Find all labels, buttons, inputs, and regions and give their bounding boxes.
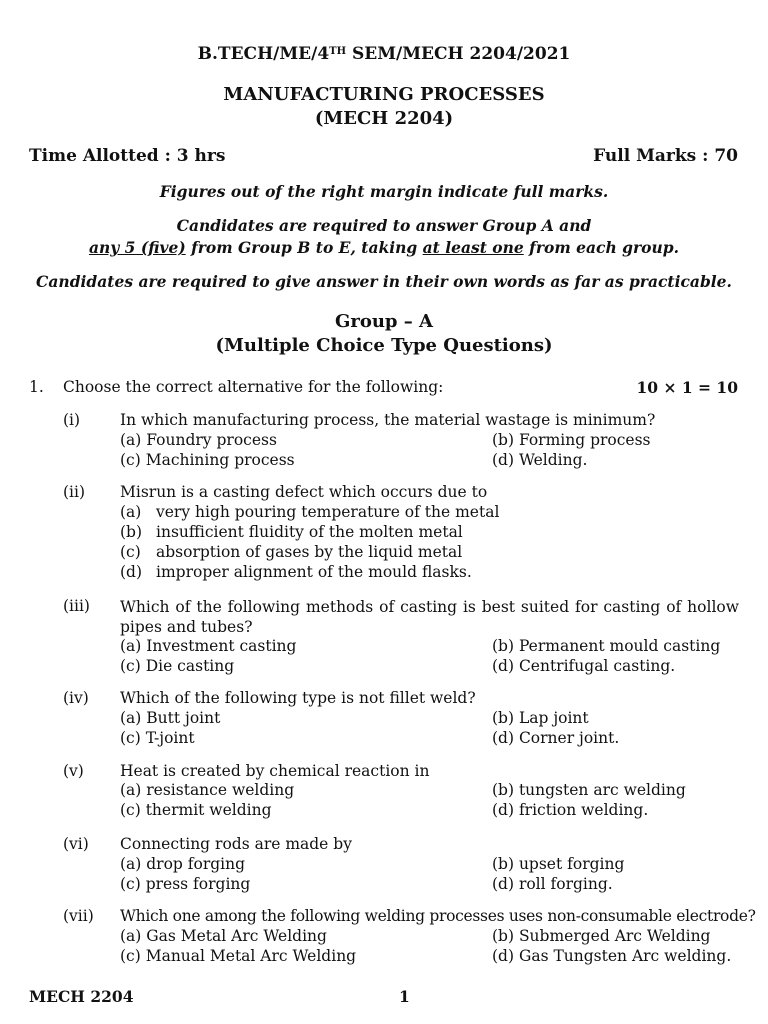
item-number: (i) — [63, 411, 81, 429]
course-code-superscript: TH — [329, 46, 347, 57]
option: (a) Foundry process — [120, 431, 277, 449]
option: (c) Manual Metal Arc Welding — [120, 947, 357, 965]
question-marks: 10 × 1 = 10 — [636, 378, 738, 397]
option: (a) Investment casting — [120, 637, 297, 655]
item-number: (iv) — [63, 689, 89, 707]
item-text: Which of the following type is not fillet weld? — [120, 689, 476, 707]
option: (d) Centrifugal casting. — [492, 657, 676, 675]
option-text: very high pouring temperature of the metal — [156, 503, 500, 521]
option-text: insufficient fluidity of the molten metal — [156, 523, 463, 541]
instruction-at-least-one: at least one — [422, 238, 524, 257]
question-number: 1. — [29, 378, 44, 396]
option: (b) tungsten arc welding — [492, 781, 686, 799]
group-subtitle: (Multiple Choice Type Questions) — [215, 335, 553, 356]
instruction-text-b: from Group B to E, taking — [185, 238, 423, 257]
option: (c) Machining process — [120, 451, 295, 469]
subject-title: MANUFACTURING PROCESSES — [223, 84, 545, 105]
option: (c) press forging — [120, 875, 251, 893]
option: (a) resistance welding — [120, 781, 295, 799]
page-number: 1 — [399, 987, 410, 1006]
course-code — [0, 44, 768, 64]
full-marks: Full Marks : 70 — [593, 146, 738, 166]
group-title: Group – A — [334, 311, 434, 332]
course-code-pre: B.TECH/ME/4 — [197, 44, 330, 64]
instruction-any-five: any 5 (five) — [88, 238, 186, 257]
option: (a) Gas Metal Arc Welding — [120, 927, 327, 945]
subject-code: (MECH 2204) — [314, 108, 454, 129]
item-text: Misrun is a casting defect which occurs due to — [120, 483, 488, 501]
option: (b) upset forging — [492, 855, 625, 873]
item-number: (vi) — [63, 835, 89, 853]
option-text: improper alignment of the mould flasks. — [156, 563, 472, 581]
item-number: (ii) — [63, 483, 86, 501]
option-label: (a) — [120, 503, 142, 521]
option: (c) thermit welding — [120, 801, 272, 819]
option-label: (d) — [120, 563, 143, 581]
time-allotted: Time Allotted : 3 hrs — [29, 146, 226, 166]
instruction-group-line1: Candidates are required to answer Group A and — [176, 216, 592, 235]
option: (a) Butt joint — [120, 709, 221, 727]
option: (b) Forming process — [492, 431, 651, 449]
option: (d) roll forging. — [492, 875, 613, 893]
item-text: Which one among the following welding processes uses non-consumable electrode? — [120, 907, 756, 925]
option: (a) drop forging — [120, 855, 246, 873]
instruction-text-d: from each group. — [523, 238, 680, 257]
option: (d) Gas Tungsten Arc welding. — [492, 947, 732, 965]
option-text: absorption of gases by the liquid metal — [156, 543, 463, 561]
option-label: (b) — [120, 523, 143, 541]
option: (d) Corner joint. — [492, 729, 620, 747]
option-label: (c) — [120, 543, 141, 561]
option: (b) Submerged Arc Welding — [492, 927, 711, 945]
item-number: (vii) — [63, 907, 94, 925]
item-number: (iii) — [63, 597, 90, 615]
question-prompt: Choose the correct alternative for the following: — [63, 378, 444, 396]
instruction-group-line2 — [0, 238, 768, 257]
item-text: Connecting rods are made by — [120, 835, 352, 853]
option: (b) Lap joint — [492, 709, 589, 727]
footer-course-code: MECH 2204 — [29, 987, 134, 1006]
option: (c) T-joint — [120, 729, 195, 747]
item-text: Heat is created by chemical reaction in — [120, 762, 430, 780]
item-text: In which manufacturing process, the material wastage is minimum? — [120, 411, 656, 429]
item-text: Which of the following methods of casting is best suited for casting of hollow pipes and tubes? — [120, 598, 739, 636]
option: (c) Die casting — [120, 657, 235, 675]
option: (d) friction welding. — [492, 801, 649, 819]
instruction-margin-marks: Figures out of the right margin indicate full marks. — [159, 182, 609, 201]
instruction-own-words: Candidates are required to give answer in their own words as far as practicable. — [36, 272, 732, 291]
option: (b) Permanent mould casting — [492, 637, 721, 655]
item-number: (v) — [63, 762, 84, 780]
course-code-post: SEM/MECH 2204/2021 — [346, 44, 571, 64]
option: (d) Welding. — [492, 451, 588, 469]
